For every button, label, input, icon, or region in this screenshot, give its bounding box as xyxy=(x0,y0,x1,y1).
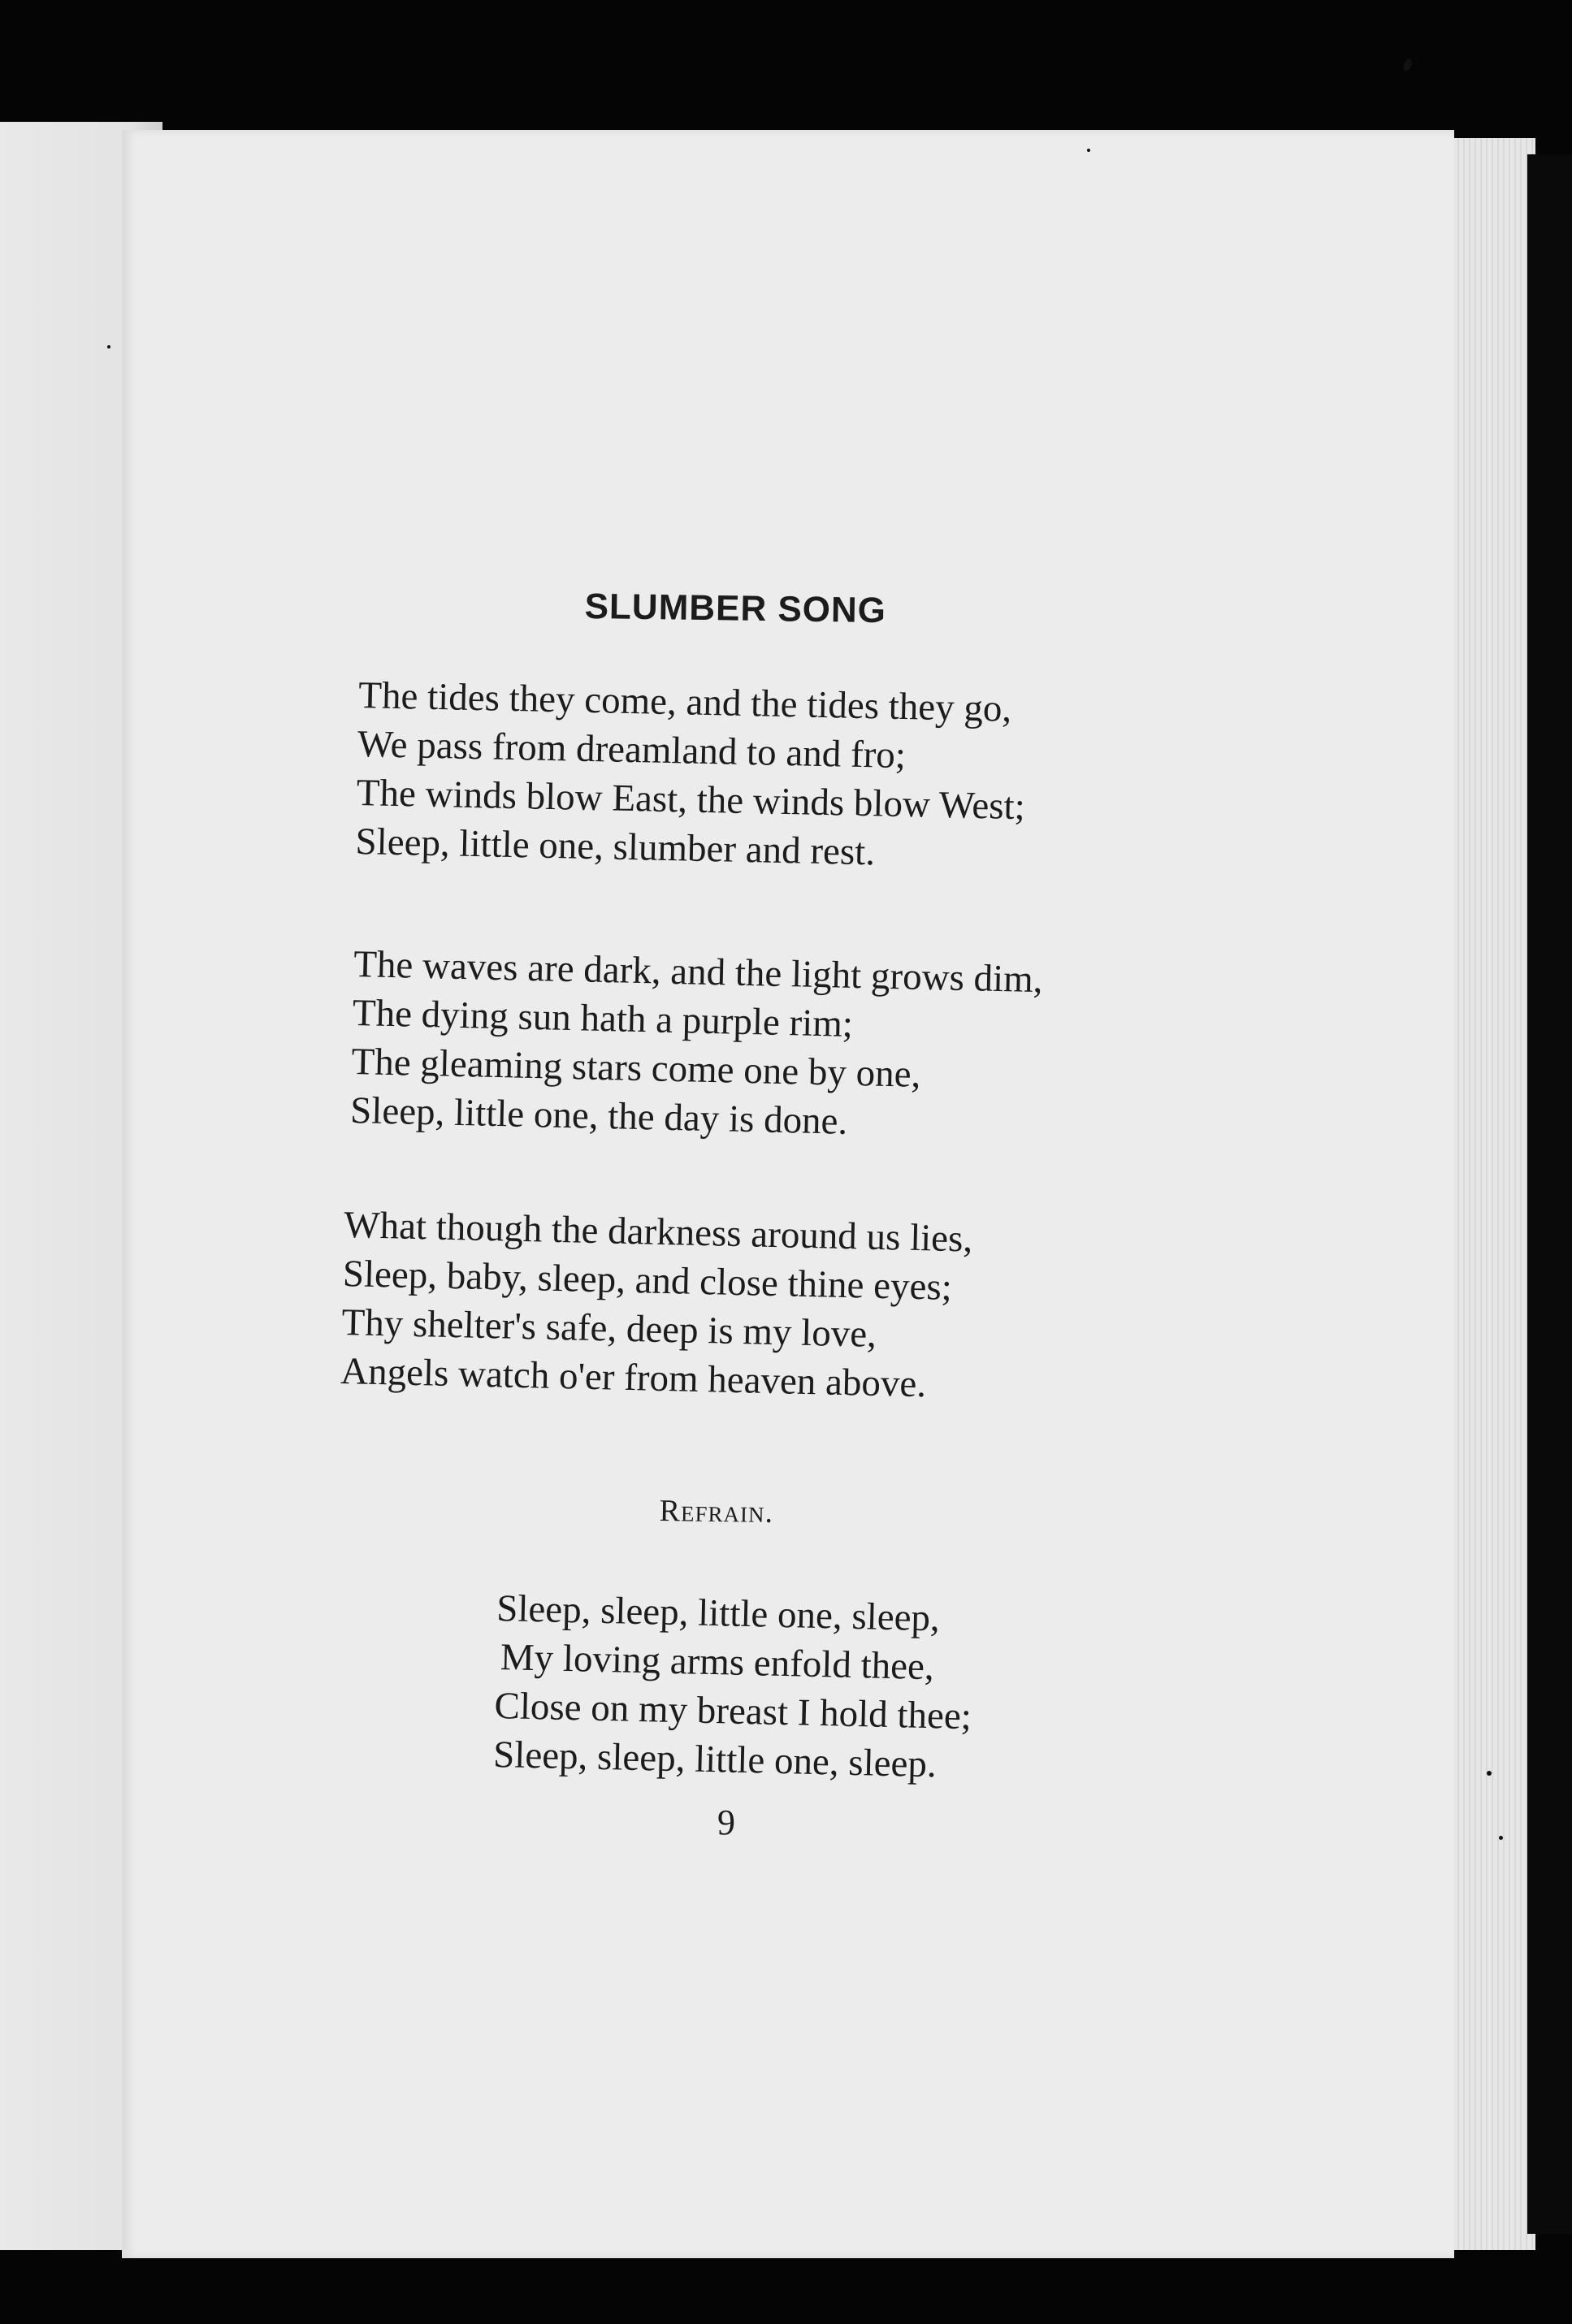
stanza-1 xyxy=(355,671,1028,880)
poem-line: The gleaming stars come one by one, xyxy=(351,1040,921,1096)
poem-line: Thy shelter's safe, deep is my love, xyxy=(341,1300,877,1356)
poem-line: The waves are dark, and the light grows dim, xyxy=(353,942,1044,1002)
refrain-stanza xyxy=(493,1584,975,1790)
stanza-2 xyxy=(350,940,1044,1150)
stanza-3 xyxy=(340,1201,973,1409)
poem-line: What though the darkness around us lies, xyxy=(343,1203,973,1261)
poem-line: Sleep, baby, sleep, and close thine eyes; xyxy=(342,1252,953,1309)
poem-line: Angels watch o'er from heaven above. xyxy=(340,1349,927,1406)
poem-line: Sleep, little one, the day is done. xyxy=(349,1088,848,1143)
poem-line: The tides they come, and the tides they go, xyxy=(357,673,1012,730)
poem-line: The winds blow East, the winds blow West; xyxy=(356,771,1026,829)
page-number: 9 xyxy=(717,1803,735,1842)
refrain-line: Close on my breast I hold thee; xyxy=(494,1684,972,1738)
poem-line: Sleep, little one, slumber and rest. xyxy=(355,820,876,874)
poem-line: The dying sun hath a purple rim; xyxy=(352,991,854,1045)
refrain-line: Sleep, sleep, little one, sleep. xyxy=(492,1733,938,1786)
poem-title: SLUMBER SONG xyxy=(584,586,887,631)
refrain-line: Sleep, sleep, little one, sleep, xyxy=(496,1586,941,1640)
refrain-line: My loving arms enfold thee, xyxy=(500,1636,935,1689)
refrain-heading: Refrain. xyxy=(659,1493,774,1530)
poem-line: We pass from dreamland to and fro; xyxy=(357,722,907,777)
